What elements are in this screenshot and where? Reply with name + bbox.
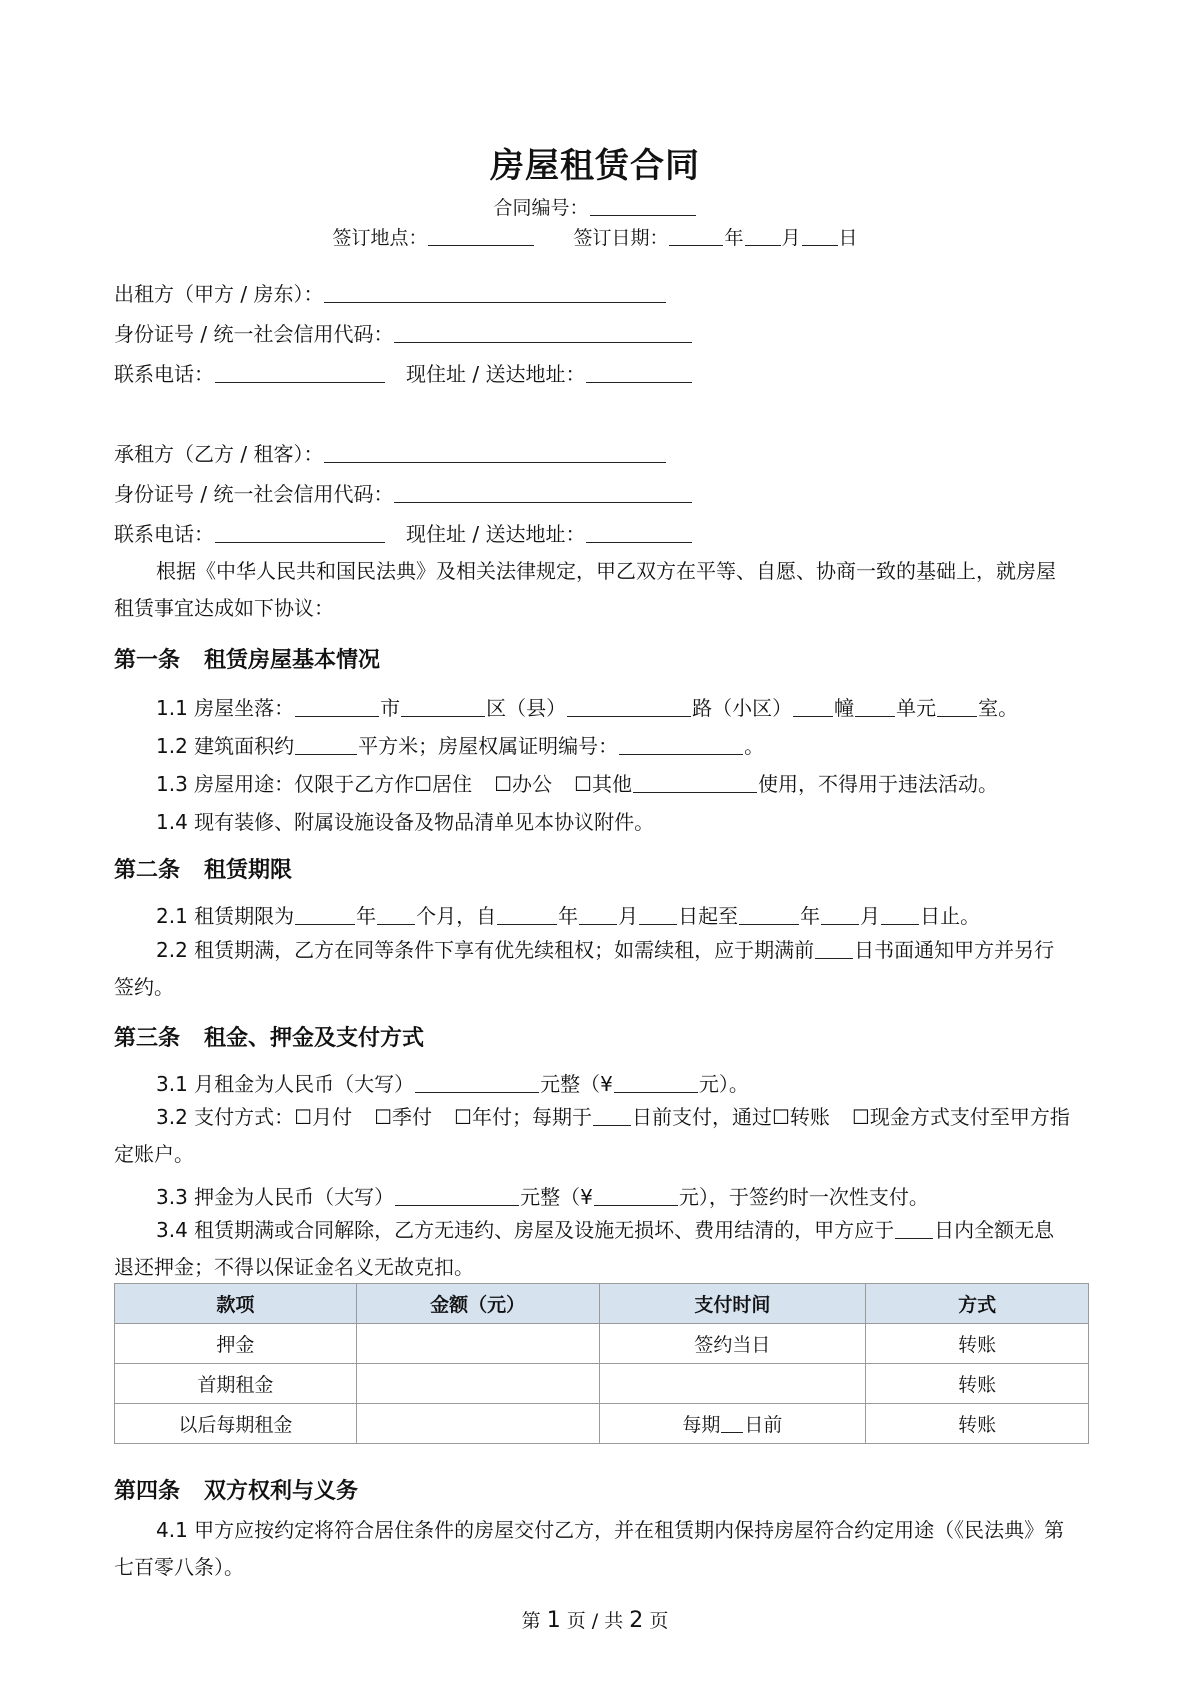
table-header-row: [115, 1284, 1089, 1324]
item-cell: 以后每期租金: [115, 1404, 357, 1444]
lessee-id-line: [114, 478, 693, 507]
clause-2-1: [156, 900, 980, 929]
clause-text: 市: [380, 696, 401, 720]
lessee-address-blank[interactable]: [586, 522, 692, 543]
clause-3-2: [114, 1099, 1074, 1173]
clause-text: 元整（¥: [540, 1072, 613, 1096]
clause-text: 3.1 月租金为人民币（大写）: [156, 1072, 415, 1096]
clause-text: 幢: [834, 696, 855, 720]
clause-text: 方式支付至甲方指定账户。: [114, 1105, 1070, 1166]
footer-text: 页 / 共: [566, 1610, 624, 1632]
sign-year-blank[interactable]: [669, 226, 723, 246]
current-page-number: 1: [546, 1608, 561, 1633]
clause-text: 月: [618, 904, 639, 928]
office-checkbox[interactable]: ☐办公: [494, 772, 553, 796]
sign-place-blank[interactable]: [428, 226, 534, 246]
clause-text: 2.2 租赁期满，乙方在同等条件下享有优先续租权；如需续租，应于期满前: [156, 938, 815, 962]
clause-1-1: [156, 692, 1018, 721]
clause-4-1: 4.1 甲方应按约定将符合居住条件的房屋交付乙方，并在租赁期内保持房屋符合约定用途（《民法典》第七百零八条）。: [114, 1518, 1065, 1579]
clause-text: 日书面通知甲方并另行签约。: [114, 938, 1055, 999]
article-3-heading: [114, 1021, 424, 1052]
sign-date-label: 签订日期：: [573, 227, 669, 249]
contract-number-label: 合同编号：: [493, 197, 589, 219]
time-suffix: 日前: [744, 1414, 783, 1436]
clause-text: 年: [558, 904, 579, 928]
time-cell: 签约当日: [599, 1324, 866, 1364]
quarterly-payment-checkbox[interactable]: ☐季付: [374, 1105, 433, 1129]
clause-1-2: [156, 730, 764, 759]
footer-text: 第: [521, 1610, 541, 1632]
time-cell: [599, 1404, 866, 1444]
end-month-blank[interactable]: [821, 904, 859, 925]
other-use-blank[interactable]: [633, 772, 757, 793]
lessee-phone-blank[interactable]: [215, 522, 385, 543]
lessor-address-blank[interactable]: [586, 362, 692, 383]
article-3-number: 第三条: [114, 1026, 181, 1051]
clause-text: 1.1 房屋坐落：: [156, 696, 295, 720]
table-row: [115, 1404, 1089, 1444]
article-3-title: 租金、押金及支付方式: [204, 1026, 425, 1051]
clause-text: 区（县）: [486, 696, 567, 720]
clause-text: 2.1 租赁期限为: [156, 904, 295, 928]
lessor-id-label: 身份证号 / 统一社会信用代码：: [114, 322, 394, 346]
lessee-name-label: 承租方（乙方 / 租客）：: [114, 442, 324, 466]
lessee-name-blank[interactable]: [324, 442, 666, 463]
rent-words-blank[interactable]: [415, 1072, 539, 1093]
sign-place-label: 签订地点：: [332, 227, 428, 249]
column-header: 款项: [115, 1284, 357, 1324]
start-month-blank[interactable]: [579, 904, 617, 925]
clause-1-3: [156, 768, 998, 797]
article-2-title: 租赁期限: [204, 858, 293, 883]
method-cell: 转账: [866, 1404, 1089, 1444]
clause-text: 月: [860, 904, 881, 928]
cash-checkbox[interactable]: ☐现金: [851, 1105, 910, 1129]
area-blank[interactable]: [295, 734, 357, 755]
unit-blank[interactable]: [855, 696, 895, 717]
term-years-blank[interactable]: [295, 904, 355, 925]
article-4-number: 第四条: [114, 1479, 181, 1504]
renewal-notice-days-blank[interactable]: [815, 938, 853, 959]
sign-month-blank[interactable]: [745, 226, 781, 246]
lessor-id-line: [114, 318, 693, 347]
footer-text: 页: [649, 1610, 669, 1632]
deposit-words-blank[interactable]: [395, 1185, 519, 1206]
district-blank[interactable]: [401, 696, 485, 717]
lessor-name-line: [114, 278, 667, 307]
clause-3-1: [156, 1068, 749, 1097]
document-title: 房屋租赁合同: [490, 146, 700, 186]
item-cell: 押金: [115, 1324, 357, 1364]
refund-days-blank[interactable]: [895, 1218, 933, 1239]
time-cell[interactable]: [599, 1364, 866, 1404]
article-1-title: 租赁房屋基本情况: [204, 648, 381, 673]
article-1-number: 第一条: [114, 648, 181, 673]
payment-day-blank[interactable]: [593, 1105, 631, 1126]
lessee-id-blank[interactable]: [394, 482, 692, 503]
clause-text: 室。: [978, 696, 1019, 720]
day-label: 日: [838, 227, 858, 249]
residential-checkbox[interactable]: ☐居住: [414, 772, 473, 796]
clause-text: 年: [356, 904, 377, 928]
table-row: [115, 1324, 1089, 1364]
time-prefix: 每期: [682, 1414, 721, 1436]
start-day-blank[interactable]: [639, 904, 677, 925]
lessee-id-label: 身份证号 / 统一社会信用代码：: [114, 482, 394, 506]
article-2-heading: [114, 853, 292, 884]
article-4-title: 双方权利与义务: [204, 1479, 359, 1504]
sign-day-blank[interactable]: [802, 226, 838, 246]
deposit-amount-blank[interactable]: [594, 1185, 678, 1206]
road-blank[interactable]: [567, 696, 691, 717]
clause-text: 元），于签约时一次性支付。: [678, 1185, 929, 1209]
clause-text: 使用，不得用于违法活动。: [757, 772, 998, 796]
contract-number-line: [0, 193, 1190, 220]
clause-text: 3.2 支付方式：: [156, 1105, 295, 1129]
clause-text: 单元: [896, 696, 937, 720]
lessor-name-blank[interactable]: [324, 282, 666, 303]
year-label: 年: [724, 227, 744, 249]
clause-text: ；每期于: [511, 1105, 592, 1129]
clause-text: 个月，自: [416, 904, 497, 928]
transfer-checkbox[interactable]: ☐转账: [771, 1105, 830, 1129]
item-cell: 首期租金: [115, 1364, 357, 1404]
period-day-blank[interactable]: [721, 1413, 743, 1433]
clause-text: 日内全额无息退还押金；不得以保证金名义无故克扣。: [114, 1218, 1055, 1279]
term-months-blank[interactable]: [377, 904, 415, 925]
clause-text: 路（小区）: [692, 696, 793, 720]
page-footer: [0, 1606, 1190, 1633]
amount-cell[interactable]: [356, 1364, 599, 1404]
lessee-contact-line: [114, 518, 693, 547]
clause-3-4: [114, 1212, 1074, 1286]
clause-2-2: [114, 932, 1074, 1006]
lessor-address-label: 现住址 / 送达地址：: [406, 362, 586, 386]
clause-text: 元整（¥: [520, 1185, 593, 1209]
lessor-name-label: 出租方（甲方 / 房东）：: [114, 282, 324, 306]
column-header: 方式: [866, 1284, 1089, 1324]
clause-text: 平方米；房屋权属证明编号：: [358, 734, 619, 758]
lessee-phone-label: 联系电话：: [114, 522, 214, 546]
amount-cell[interactable]: [356, 1404, 599, 1444]
method-cell: 转账: [866, 1324, 1089, 1364]
amount-cell[interactable]: [356, 1324, 599, 1364]
monthly-payment-checkbox[interactable]: ☐月付: [294, 1105, 353, 1129]
clause-text: 日前支付，通过: [631, 1105, 772, 1129]
clause-1-4: 1.4 现有装修、附属设施设备及物品清单见本协议附件。: [156, 810, 655, 834]
city-blank[interactable]: [295, 696, 379, 717]
clause-text: 3.4 租赁期满或合同解除，乙方无违约、房屋及设施无损坏、费用结清的，甲方应于: [156, 1218, 895, 1242]
clause-text: 元）。: [698, 1072, 749, 1096]
clause-text: 。: [744, 734, 765, 758]
table-row: [115, 1364, 1089, 1404]
lessor-contact-line: [114, 358, 693, 387]
payment-table: [114, 1283, 1089, 1444]
article-4-heading: [114, 1474, 358, 1505]
lessor-id-blank[interactable]: [394, 322, 692, 343]
total-pages-number: 2: [629, 1608, 644, 1633]
rent-amount-blank[interactable]: [614, 1072, 698, 1093]
method-cell: 转账: [866, 1364, 1089, 1404]
building-blank[interactable]: [793, 696, 833, 717]
sign-info-line: [0, 223, 1190, 250]
clause-text: 日止。: [920, 904, 981, 928]
end-day-blank[interactable]: [881, 904, 919, 925]
end-year-blank[interactable]: [739, 904, 799, 925]
lessee-name-line: [114, 438, 667, 467]
column-header: 金额（元）: [356, 1284, 599, 1324]
article-1-heading: [114, 643, 380, 674]
article-2-number: 第二条: [114, 858, 181, 883]
contract-number-blank[interactable]: [590, 196, 696, 216]
clause-text: 1.3 房屋用途：仅限于乙方作: [156, 772, 415, 796]
certificate-number-blank[interactable]: [619, 734, 743, 755]
yearly-payment-checkbox[interactable]: ☐年付: [454, 1105, 512, 1129]
start-year-blank[interactable]: [497, 904, 557, 925]
lessor-phone-blank[interactable]: [215, 362, 385, 383]
clause-text: 1.2 建筑面积约: [156, 734, 295, 758]
column-header: 支付时间: [599, 1284, 866, 1324]
lessor-phone-label: 联系电话：: [114, 362, 214, 386]
clause-text: 年: [800, 904, 821, 928]
clause-3-3: [156, 1181, 929, 1210]
clause-text: 日起至: [678, 904, 739, 928]
lessee-address-label: 现住址 / 送达地址：: [406, 522, 586, 546]
other-use-checkbox[interactable]: ☐其他: [574, 772, 632, 796]
month-label: 月: [781, 227, 801, 249]
room-blank[interactable]: [937, 696, 977, 717]
preamble: 根据《中华人民共和国民法典》及相关法律规定，甲乙双方在平等、自愿、协商一致的基础上，就房屋租赁事宜达成如下协议：: [114, 559, 1056, 620]
clause-text: 3.3 押金为人民币（大写）: [156, 1185, 395, 1209]
